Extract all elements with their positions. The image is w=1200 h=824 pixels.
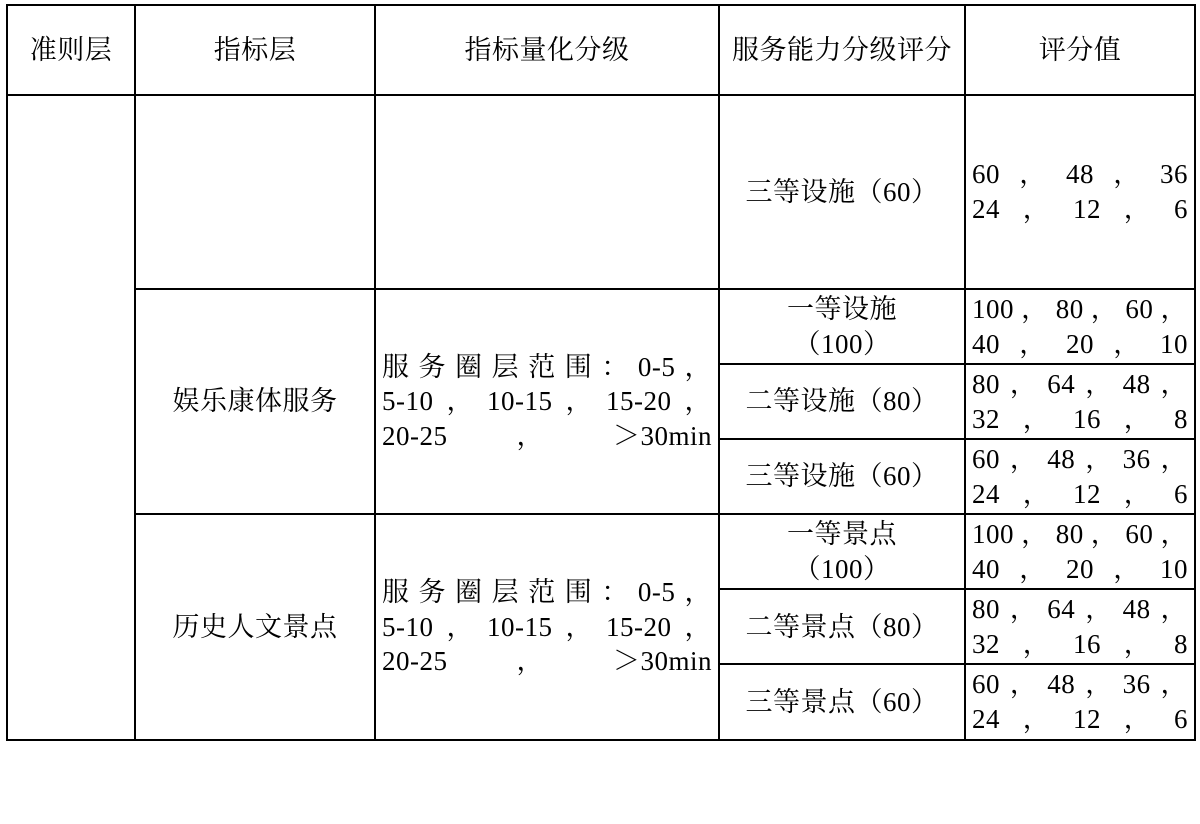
indicator-cell-heritage: 历史人文景点: [135, 514, 375, 739]
score-value-cell: [965, 664, 1195, 739]
score-value-line: 24，12，6: [972, 194, 1188, 224]
table-header-row: [7, 5, 1195, 95]
table-row: [7, 95, 1195, 289]
score-value-line: 80，64，48，: [972, 369, 1188, 400]
indicator-cell-recreation: 娱乐康体服务: [135, 289, 375, 514]
score-value-line: 24，12，6: [972, 478, 1188, 509]
service-grade-cell: [719, 364, 965, 439]
service-grade-line: 一等景点: [787, 519, 897, 550]
evaluation-table: [6, 4, 1196, 741]
indicator-cell-empty: [135, 95, 375, 289]
service-grade-line: （100）: [793, 553, 891, 584]
service-grade-line: 一等设施: [787, 294, 897, 324]
service-grade-line: 三等设施（60）: [745, 176, 939, 207]
service-grade-line: 二等设施（80）: [745, 386, 939, 417]
quantification-line: 5-10，10-15，15-20，: [382, 386, 712, 417]
service-grade-cell: [719, 514, 965, 589]
score-value-line: 100，80，60，: [972, 519, 1188, 550]
table-header: [7, 5, 1195, 95]
quantification-line: 服务圈层范围：0-5，: [382, 577, 712, 608]
service-grade-cell: [719, 289, 965, 364]
column-header-score-value: 评分值: [965, 5, 1195, 95]
quantification-line: 服务圈层范围：0-5，: [382, 351, 712, 382]
score-value-line: 32，16，8: [972, 403, 1188, 434]
score-value-line: 60，48，36，: [972, 444, 1188, 475]
service-grade-cell: [719, 664, 965, 739]
quantification-cell-heritage: [375, 514, 719, 739]
service-grade-cell: [719, 439, 965, 514]
service-grade-line: 二等景点（80）: [745, 611, 939, 642]
score-value-line: 40，20，10: [972, 328, 1188, 359]
score-value-cell: [965, 514, 1195, 589]
score-value-line: 100，80，60，: [972, 294, 1188, 324]
table-row: [7, 289, 1195, 364]
service-grade-line: 三等设施（60）: [745, 461, 939, 492]
score-value-cell: [965, 289, 1195, 364]
column-header-quantification: 指标量化分级: [375, 5, 719, 95]
table-row: [7, 514, 1195, 589]
score-value-cell: [965, 439, 1195, 514]
score-value-line: 40，20，10: [972, 553, 1188, 584]
score-value-line: 24，12，6: [972, 704, 1188, 735]
column-header-criterion: 准则层: [7, 5, 135, 95]
score-value-line: 60，48，36，: [972, 669, 1188, 700]
service-grade-cell: [719, 589, 965, 664]
quantification-cell-recreation: [375, 289, 719, 514]
score-value-cell: [965, 95, 1195, 289]
score-value-line: 32，16，8: [972, 628, 1188, 659]
score-value-line: 60，48，36: [972, 159, 1188, 190]
service-grade-line: 三等景点（60）: [745, 686, 939, 717]
quantification-line: 5-10，10-15，15-20，: [382, 611, 712, 642]
service-grade-line: （100）: [793, 328, 891, 359]
score-value-cell: [965, 364, 1195, 439]
score-value-line: 80，64，48，: [972, 594, 1188, 625]
service-grade-cell: [719, 95, 965, 289]
quantification-line: 20-25，＞30min: [382, 646, 712, 677]
table-body: [7, 95, 1195, 740]
column-header-service-grade: 服务能力分级评分: [719, 5, 965, 95]
criterion-cell-empty: [7, 95, 135, 740]
column-header-indicator: 指标层: [135, 5, 375, 95]
quantification-cell-empty: [375, 95, 719, 289]
quantification-line: 20-25，＞30min: [382, 420, 712, 451]
score-value-cell: [965, 589, 1195, 664]
